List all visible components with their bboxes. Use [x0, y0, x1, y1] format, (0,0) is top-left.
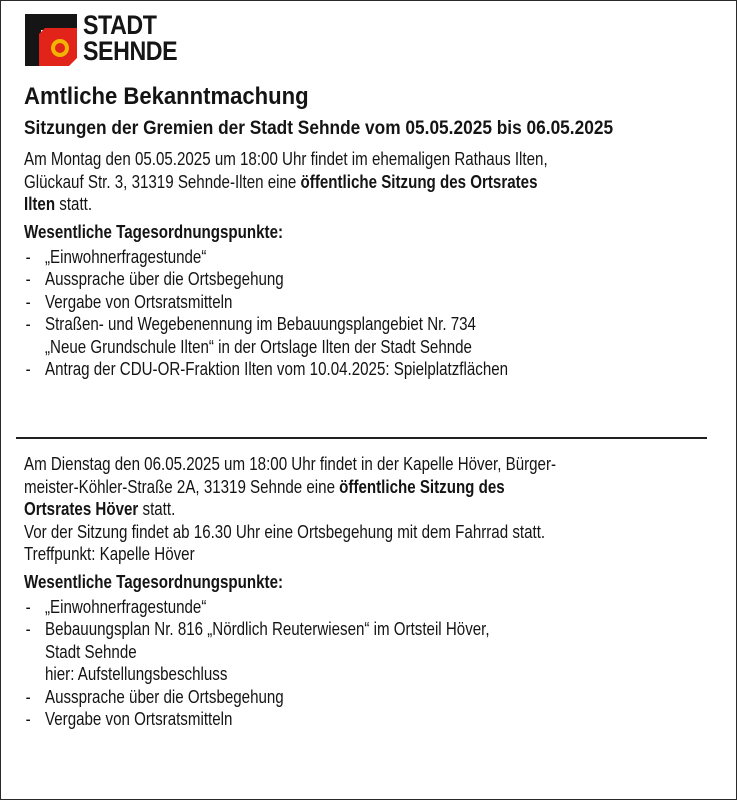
bullet-dash: - [25, 246, 31, 267]
agenda-title: Wesentliche Tagesordnungspunkte: [24, 221, 284, 242]
intro-line [24, 193, 713, 216]
intro-line: Am Dienstag den 06.05.2025 um 18:00 Uhr findet in der Kapelle Höver, Bürger- [24, 454, 557, 474]
item-text: Straßen- und Wegebenennung im Bebauungsplangebiet Nr. 734 [45, 314, 476, 334]
item-text: Vergabe von Ortsratsmitteln [45, 709, 233, 729]
item-text: Stadt Sehnde [45, 641, 137, 662]
intro-text: statt. [138, 499, 176, 519]
intro-bold: öffentliche Sitzung des [339, 476, 505, 497]
item-text: Bebauungsplan Nr. 816 „Nördlich Reuterwiesen“ im Ortsteil Höver, [45, 619, 490, 639]
list-item [24, 268, 713, 291]
intro-line [24, 476, 713, 499]
intro-line: Am Montag den 05.05.2025 um 18:00 Uhr findet im ehemaligen Rathaus Ilten, [24, 149, 548, 169]
stadt-sehnde-logo [25, 12, 205, 68]
item-text: hier: Aufstellungsbeschluss [45, 664, 228, 684]
item-text: „Einwohnerfragestunde“ [45, 246, 207, 267]
intro-text: meister-Köhler-Straße 2A, 31319 Sehnde eine [24, 476, 340, 497]
list-item [24, 596, 713, 619]
bullet-dash: - [25, 686, 31, 707]
logo-wordmark [83, 12, 177, 64]
item-text: „Einwohnerfragestunde“ [45, 596, 207, 617]
bullet-dash: - [25, 596, 31, 617]
page-title: Amtliche Bekanntmachung [24, 83, 309, 110]
section-1-body [24, 148, 713, 381]
list-item [24, 686, 713, 709]
section-1 [24, 82, 714, 381]
list-item [24, 246, 713, 269]
city-emblem-icon [25, 14, 77, 66]
list-item [24, 313, 713, 358]
agenda-list [24, 596, 713, 731]
intro-bold: öffentliche Sitzung des Ortsrates [300, 171, 538, 192]
list-item [24, 291, 713, 314]
page-subtitle: Sitzungen der Gremien der Stadt Sehnde vom 05.05.2025 bis 06.05.2025 [24, 118, 614, 139]
logo-line-stadt: STADT [83, 10, 157, 40]
section-2-body [24, 453, 713, 731]
item-text: Antrag der CDU-OR-Fraktion Ilten vom 10.04.2025: Spielplatzflächen [45, 359, 509, 379]
item-text: Aussprache über die Ortsbegehung [45, 269, 284, 289]
note-line: Treffpunkt: Kapelle Höver [24, 544, 195, 564]
intro-bold: Ilten [24, 194, 56, 214]
section-divider [16, 437, 707, 439]
intro-text: Glückauf Str. 3, 31319 Sehnde-Ilten eine [24, 171, 301, 192]
bullet-dash: - [25, 619, 31, 639]
intro-line [24, 171, 713, 194]
list-item [24, 618, 713, 686]
agenda-list [24, 246, 713, 381]
bullet-dash: - [25, 709, 31, 729]
item-text: Aussprache über die Ortsbegehung [45, 686, 284, 707]
bullet-dash: - [25, 314, 31, 334]
item-text: „Neue Grundschule Ilten“ in der Ortslage Ilten der Stadt Sehnde [45, 336, 472, 357]
intro-bold: Ortsrates Höver [24, 499, 139, 519]
item-text: Vergabe von Ortsratsmitteln [45, 291, 233, 312]
list-item [24, 708, 713, 731]
agenda-title: Wesentliche Tagesordnungspunkte: [24, 571, 284, 592]
bullet-dash: - [25, 291, 31, 312]
list-item [24, 358, 713, 381]
section-2 [24, 453, 714, 731]
intro-line [24, 498, 713, 521]
intro-text: statt. [55, 194, 93, 214]
note-line: Vor der Sitzung findet ab 16.30 Uhr eine Ortsbegehung mit dem Fahrrad statt. [24, 521, 546, 542]
logo-line-sehnde: SEHNDE [83, 36, 178, 66]
bullet-dash: - [25, 269, 31, 289]
bullet-dash: - [25, 359, 31, 379]
